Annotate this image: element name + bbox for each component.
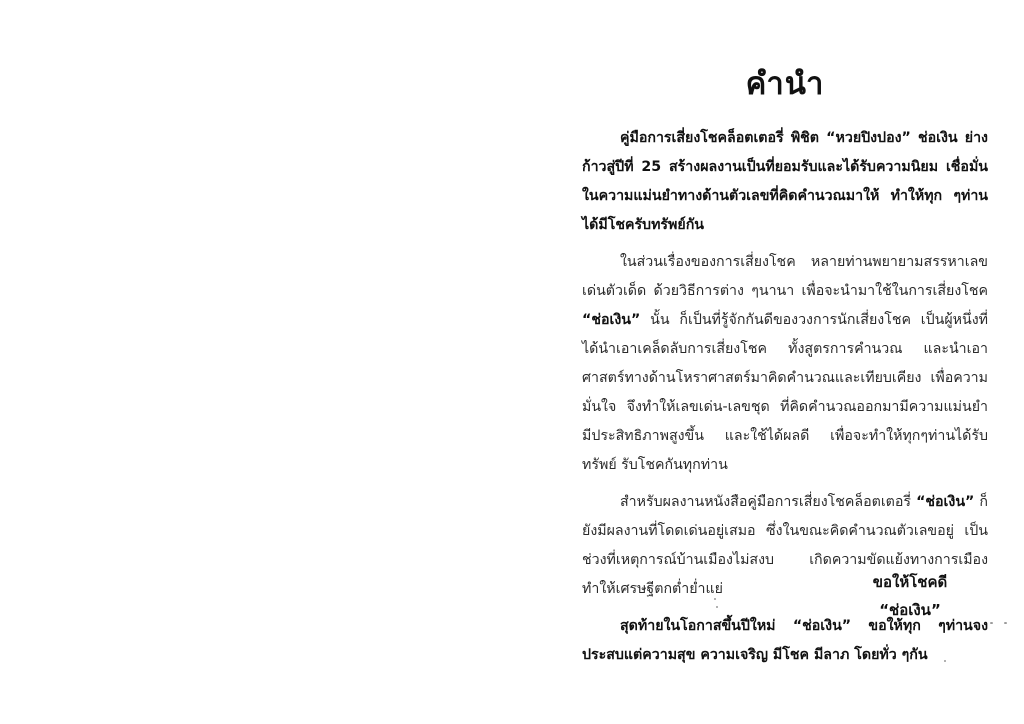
closing-greeting: ขอให้โชคดี (872, 573, 948, 591)
scan-speck (714, 598, 716, 600)
paragraph-works-text-after: ก็ยังมีผลงานที่โดดเด่นอยู่เสมอ ซึ่งในขณะคิดคำนวณตัวเลขอยู่ เป็นช่วงที่เหตุการณ์บ้านเมืองไม่สงบ เกิดความขัดแย้งทางการเมือง ทำให้เศรษฐีตกต่ำย่ำแย่ (582, 494, 988, 597)
brand-name-highlight: “ช่อเงิน” (916, 494, 975, 510)
paragraph-methods-text-after: นั้น ก็เป็นที่รู้จักกันดีของวงการนักเสี่ยงโชค เป็นผู้หนึ่งที่ได้นำเอาเคล็ดลับการเสี่ยงโชค ทั้งสูตรการคำนวณ และนำเอาศาสตร์ทางด้านโหราศาสตร์มาคิดคำนวณและเทียบเคียง เพื่อความมั่นใจ จึงทำให้เลขเด่น-เลขชุด ที่คิดคำนวณออกมามีความแม่นยำ มีประสิทธิภาพสูงขึ้น และใช้ได้ผลดี เพื่อจะทำให้ทุกๆท่านได้รับทรัพย์ รับโชคกันทุกท่าน (582, 312, 988, 473)
paragraph-intro: คู่มือการเสี่ยงโชคล็อตเตอรี่ พิชิต “หวยปิงปอง” ช่อเงิน ย่างก้าวสู่ปีที่ 25 สร้างผลงานเป็นที่ยอมรับและได้รับความนิยม เชื่อมั่นในความแม่นยำทางด้านตัวเลขที่คิดคำนวณมาให้ ทำให้ทุก ๆท่านได้มีโชครับทรัพย์กัน (582, 130, 988, 233)
page-title: คำนำ (745, 66, 825, 102)
paragraph-works-text-before: สำหรับผลงานหนังสือคู่มือการเสี่ยงโชคล็อตเตอรี่ (620, 494, 917, 510)
scan-speck (716, 606, 718, 608)
scan-speck (944, 660, 946, 662)
paragraph-methods-text-before: ในส่วนเรื่องของการเสี่ยงโชค หลายท่านพยายามสรรหาเลขเด่นตัวเด็ด ด้วยวิธีการต่าง ๆนานา เพื่อจะนำมาใช้ในการเสี่ยงโชค (582, 254, 988, 299)
paragraph-methods (582, 248, 988, 480)
scan-speck (990, 622, 993, 624)
signature-block (840, 568, 980, 624)
closing-signature: “ช่อเงิน” (879, 601, 941, 619)
paragraph-closing-wish: สุดท้ายในโอกาสขึ้นปีใหม่ “ช่อเงิน” ขอให้ทุก ๆท่านจงประสบแต่ความสุข ความเจริญ มีโชค มีลาภ โดยทั่ว ๆกัน (582, 618, 988, 663)
brand-name-highlight: “ช่อเงิน” (582, 312, 641, 328)
scan-speck (1004, 622, 1007, 624)
